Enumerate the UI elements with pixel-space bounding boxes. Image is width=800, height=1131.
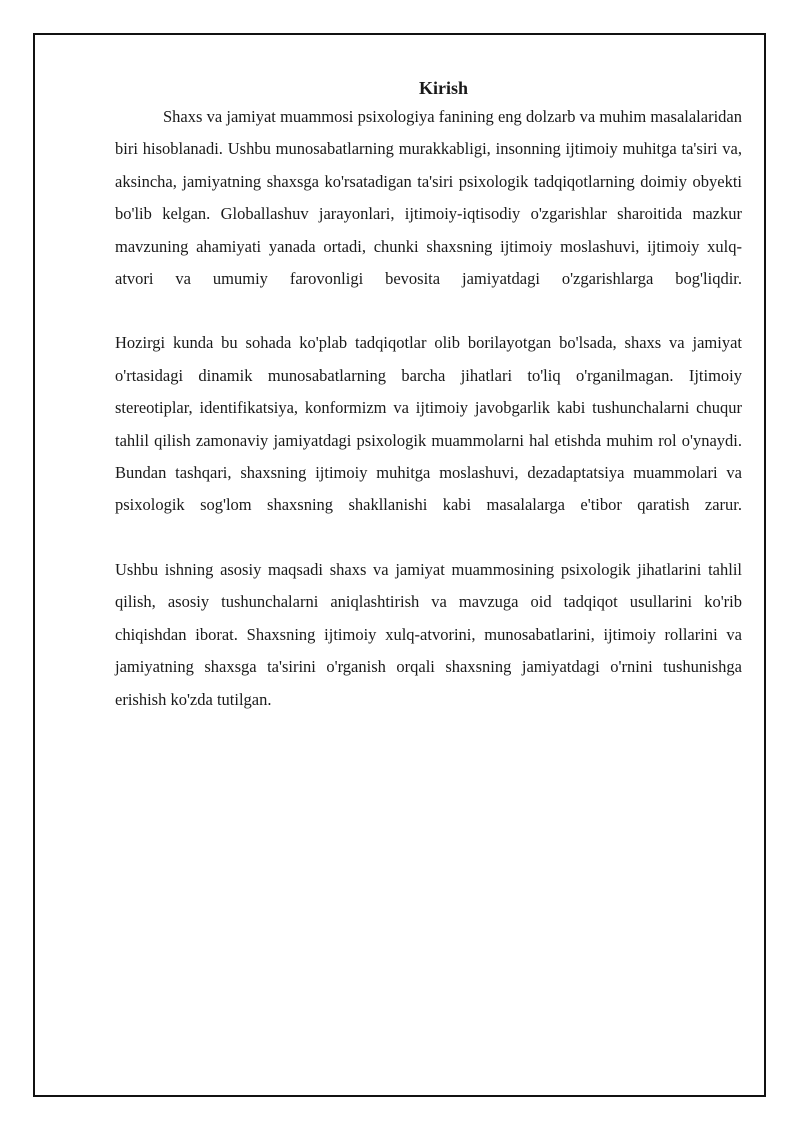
paragraph-aim: Ushbu ishning asosiy maqsadi shaxs va jamiyat muammosining psixologik jihatlarini tahlil qilish, asosiy tushunchalarni aniqlashtirish va mavzuga oid tadqiqot usullarini ko'rib chiqishdan iborat. Shaxsning ijtimoiy xulq-atvorini, munosabatlarini, ijtimoiy rollarini va jamiyatning shaxsga ta'sirini o'rganish orqali shaxsning jamiyatdagi o'rnini tushunishga erishish ko'zda tutilgan.: [115, 559, 742, 709]
paragraph-gap: [115, 522, 742, 554]
document-title: Kirish: [418, 78, 468, 98]
paragraph-intro: Shaxs va jamiyat muammosi psixologiya fanining eng dolzarb va muhim masalalaridan biri hisoblanadi. Ushbu munosabatlarning murakkabligi, insonning ijtimoiy muhitga ta'siri va, aksincha, jamiyatning shaxsga ko'rsatadigan ta'siri psixologik tadqiqotlarning doimiy obyekti bo'lib kelgan. Globallashuv jarayonlari, ijtimoiy-iqtisodiy o'zgarishlar sharoitida mazkur mavzuning ahamiyati yanada ortadi, chunki shaxsning ijtimoiy moslashuvi, ijtimoiy xulq-atvori va umumiy farovonligi bevosita jamiyatdagi o'zgarishlarga bog'liqdir.: [115, 107, 742, 289]
paragraph-gap: [115, 295, 742, 327]
paragraph-research-state: Hozirgi kunda bu sohada ko'plab tadqiqotlar olib borilayotgan bo'lsada, shaxs va jamiyat o'rtasidagi dinamik munosabatlarning barcha jihatlari to'liq o'rganilmagan. Ijtimoiy stereotiplar, identifikatsiya, konformizm va ijtimoiy javobgarlik kabi tushunchalarni chuqur tahlil qilish zamonaviy jamiyatdagi psixologik muammolarni hal etishda muhim rol o'ynaydi. Bundan tashqari, shaxsning ijtimoiy muhitga moslashuvi, dezadaptatsiya muammolari va psixologik sog'lom shaxsning shakllanishi kabi masalalarga e'tibor qaratish zarur.: [115, 333, 742, 515]
document-body: [115, 75, 742, 716]
